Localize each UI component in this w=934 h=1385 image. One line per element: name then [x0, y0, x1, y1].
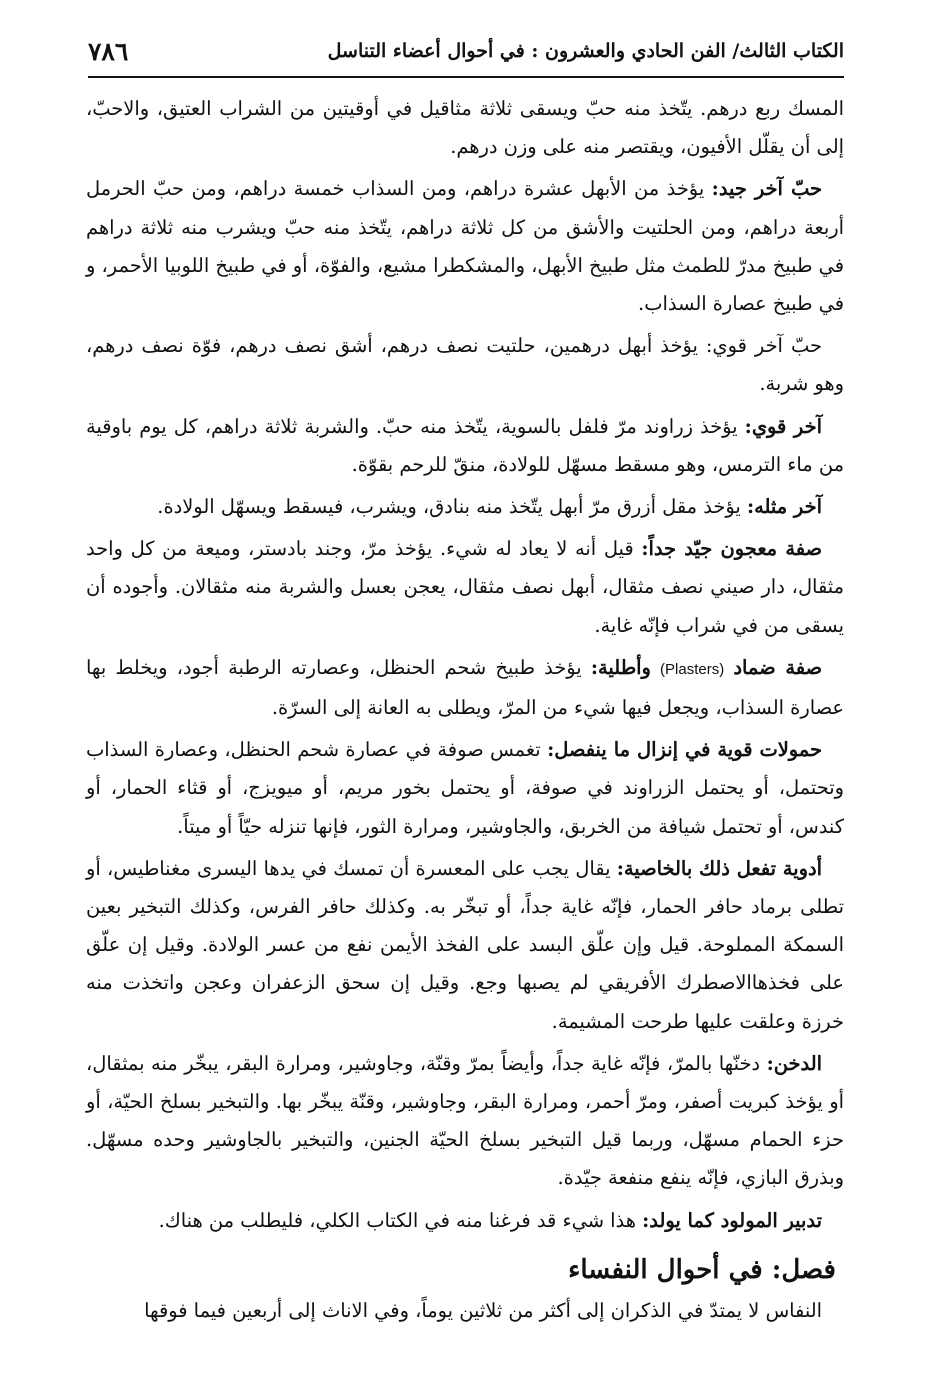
paragraph-text: هذا شيء قد فرغنا منه في الكتاب الكلي، فليطلب من هناك. — [158, 1208, 636, 1232]
paragraph-text: حبّ آخر قوي: يؤخذ أبهل درهمين، حلتيت نصف درهم، أشق نصف درهم، فوّة نصف درهم، وهو شربة. — [86, 334, 844, 396]
running-title: الكتاب الثالث/ الفن الحادي والعشرون : في أحوال أعضاء التناسل — [327, 40, 844, 62]
page-number: ٧٨٦ — [88, 36, 129, 66]
paragraph — [86, 408, 844, 484]
paragraph — [86, 530, 844, 645]
paragraph-text: المسك ربع درهم. يتّخذ منه حبّ ويسقى ثلاثة مثاقيل في أوقيتين من الشراب العتيق، والاحبّ، إلى أن يقلّل الأفيون، ويقتصر منه على وزن درهم. — [86, 97, 844, 159]
paragraph-heading: آخر مثله: — [746, 495, 822, 519]
paragraph-text: يؤخذ مقل أزرق مرّ أبهل يتّخذ منه بنادق، ويشرب، فيسقط ويسهّل الولادة. — [157, 495, 741, 519]
paragraph-text: يؤخذ من الأبهل عشرة دراهم، ومن السذاب خمسة دراهم، ومن حبّ الحرمل أربعة دراهم، ومن الحلتيت والأشق من كل ثلاثة دراهم، يتّخذ منه حبّ ويشرب منه ثلاثة دراهم في طبيخ مدرّ للطمث مثل طبيخ الأبهل، والمشكطرا مشيع، والفوّة، أو في طبيخ اللوبيا الأحمر، و في طبيخ عصارة السذاب. — [86, 177, 844, 316]
paragraph-text: تغمس صوفة في عصارة شحم الحنظل، وعصارة السذاب وتحتمل، أو يحتمل الزراوند في صوفة، أو يحتمل بخور مريم، أو ميويزج، أو قثاء الحمار، أو كندس، أو تحتمل شيافة من الخربق، والجاوشير، ومرارة الثور، فإنها تنزله حيّاً أو ميتاً. — [86, 738, 844, 838]
paragraph-heading: صفة معجون جيّد جداً: — [641, 537, 822, 561]
paragraph-heading: حمولات قوية في إنزال ما ينفصل: — [547, 738, 822, 762]
paragraph — [86, 1202, 844, 1240]
paragraph — [86, 488, 844, 526]
paragraph-text: يقال يجب على المعسرة أن تمسك في يدها اليسرى مغناطيس، أو تطلى برماد حافر الحمار، فإنّه غاية جداً، أو تبخّر به. وكذلك حافر الفرس، وكذلك التبخير بعين السمكة المملوحة. قيل وإن علّق البسد على الفخذ الأيمن نفع من عسر الولادة. وقيل إن علّق على فخذهاالاصطرك الأفريقي لم يصبها وجع. وقيل إن سحق الزعفران وعجن واتخذت منه خرزة وعلقت عليها طرحت المشيمة. — [86, 856, 844, 1033]
paragraph-text: يؤخذ طبيخ شحم الحنظل، وعصارته الرطبة أجود، ويخلط بها عصارة السذاب، ويجعل فيها شيء من المرّ، ويطلى به العانة إلى السرّة. — [86, 655, 844, 720]
paragraph — [86, 850, 844, 1041]
page-header — [88, 26, 844, 78]
latin-term: (Plasters) — [660, 660, 725, 678]
paragraph-heading: صفة ضماد — [733, 655, 823, 679]
section-first-line — [86, 1292, 844, 1330]
section-title: فصل: في أحوال النفساء — [568, 1254, 836, 1285]
paragraph — [86, 649, 844, 727]
paragraph — [86, 731, 844, 846]
paragraph-heading: تدبير المولود كما يولد: — [642, 1208, 822, 1232]
paragraph-text: النفاس لا يمتدّ في الذكران إلى أكثر من ثلاثين يوماً، وفي الاناث إلى أربعين فيما فوقها — [144, 1298, 822, 1322]
paragraph-text: يؤخذ زراوند مرّ فلفل بالسوية، يتّخذ منه حبّ. والشربة ثلاثة دراهم، كل يوم باوقية من ماء الترمس، وهو مسقط مسهّل للولادة، منقّ للرحم بقوّة. — [86, 414, 844, 476]
paragraph — [86, 170, 844, 323]
paragraph-heading: حبّ آخر جيد: — [711, 177, 822, 201]
paragraph-text: دخنّها بالمرّ، فإنّه غاية جداً، وأيضاً بمرّ وقنّة، وجاوشير، ومرارة البقر، يبخّر منه بمثقال، أو يؤخذ كبريت أصفر، ومرّ أحمر، ومرارة البقر، وجاوشير، وقنّة يبخّر بها. والتبخير بسلخ الحيّة، أو حزء الحمام مسهّل، وربما قيل التبخير بسلخ الحيّة الجنين، والتبخير بالجاوشير وحده مسهّل. وبذرق البازي، فإنّه ينفع منفعة جيّدة. — [86, 1051, 844, 1190]
paragraph-heading: أدوية تفعل ذلك بالخاصية: — [616, 856, 822, 880]
paragraph-heading: آخر قوي: — [744, 414, 823, 438]
paragraph — [86, 327, 844, 403]
paragraph — [86, 1045, 844, 1198]
page-body — [86, 90, 844, 1334]
paragraph-heading-continued: وأطلية: — [590, 655, 651, 679]
paragraph-heading: الدخن: — [766, 1051, 822, 1075]
paragraph — [86, 90, 844, 166]
paragraph-text: قيل أنه لا يعاد له شيء. يؤخذ مرّ، وجند بادستر، وميعة من كل واحد مثقال، دار صيني نصف مثقال، أبهل نصف مثقال، يعجن بعسل والشربة منه مثقالان. وأجوده أن يسقى من في شراب فإنّه غاية. — [86, 537, 844, 637]
